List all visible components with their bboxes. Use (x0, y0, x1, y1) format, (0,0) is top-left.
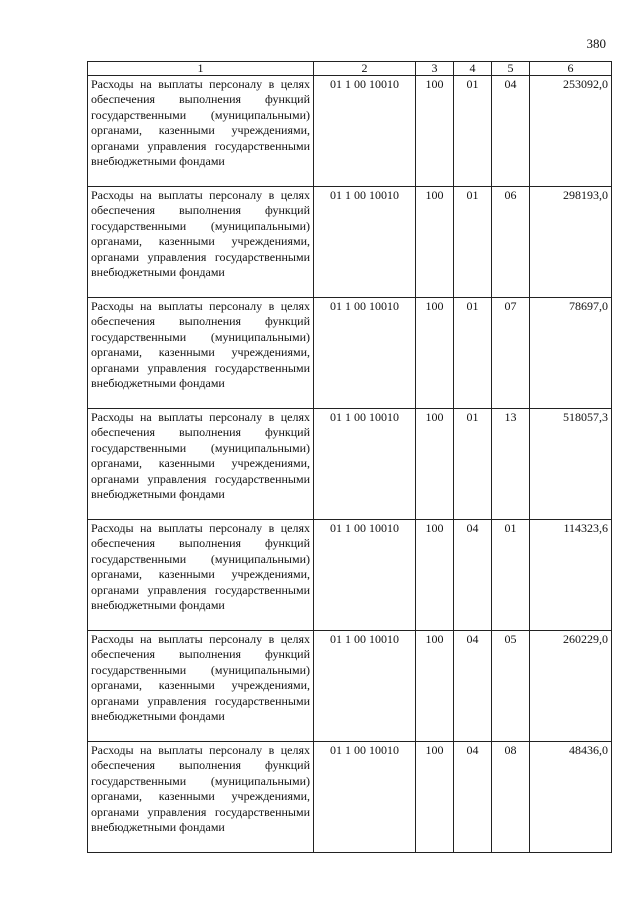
expense-type-cell: 100 (416, 409, 454, 520)
subsection-cell: 04 (492, 76, 530, 187)
expense-type-cell: 100 (416, 742, 454, 853)
table-row (88, 409, 612, 520)
expense-name-cell: Расходы на выплаты персоналу в целях обеспечения выполнения функций государственными (муниципальными) органами, казенными учреждениями, органами управления государственными внебюджетными фондами (88, 409, 314, 520)
amount-cell: 260229,0 (530, 631, 612, 742)
subsection-cell: 13 (492, 409, 530, 520)
section-cell: 04 (454, 631, 492, 742)
table-row (88, 76, 612, 187)
amount-cell: 298193,0 (530, 187, 612, 298)
amount-cell: 78697,0 (530, 298, 612, 409)
expense-name-cell: Расходы на выплаты персоналу в целях обеспечения выполнения функций государственными (муниципальными) органами, казенными учреждениями, органами управления государственными внебюджетными фондами (88, 742, 314, 853)
section-cell: 01 (454, 409, 492, 520)
target-code-cell: 01 1 00 10010 (314, 742, 416, 853)
subsection-cell: 05 (492, 631, 530, 742)
expense-type-cell: 100 (416, 520, 454, 631)
target-code-cell: 01 1 00 10010 (314, 76, 416, 187)
column-header: 4 (454, 62, 492, 76)
expense-type-cell: 100 (416, 76, 454, 187)
subsection-cell: 07 (492, 298, 530, 409)
column-header: 1 (88, 62, 314, 76)
column-header: 6 (530, 62, 612, 76)
column-header: 2 (314, 62, 416, 76)
target-code-cell: 01 1 00 10010 (314, 409, 416, 520)
table-row (88, 298, 612, 409)
section-cell: 01 (454, 298, 492, 409)
column-header: 5 (492, 62, 530, 76)
target-code-cell: 01 1 00 10010 (314, 631, 416, 742)
expense-type-cell: 100 (416, 631, 454, 742)
table-row (88, 742, 612, 853)
table-row (88, 520, 612, 631)
target-code-cell: 01 1 00 10010 (314, 520, 416, 631)
expense-name-cell: Расходы на выплаты персоналу в целях обеспечения выполнения функций государственными (муниципальными) органами, казенными учреждениями, органами управления государственными внебюджетными фондами (88, 631, 314, 742)
page-number: 380 (586, 36, 606, 51)
subsection-cell: 08 (492, 742, 530, 853)
expense-type-cell: 100 (416, 298, 454, 409)
amount-cell: 253092,0 (530, 76, 612, 187)
section-cell: 04 (454, 742, 492, 853)
amount-cell: 48436,0 (530, 742, 612, 853)
table-row (88, 631, 612, 742)
amount-cell: 518057,3 (530, 409, 612, 520)
section-cell: 01 (454, 187, 492, 298)
column-header: 3 (416, 62, 454, 76)
section-cell: 01 (454, 76, 492, 187)
expense-name-cell: Расходы на выплаты персоналу в целях обеспечения выполнения функций государственными (муниципальными) органами, казенными учреждениями, органами управления государственными внебюджетными фондами (88, 187, 314, 298)
subsection-cell: 01 (492, 520, 530, 631)
expense-name-cell: Расходы на выплаты персоналу в целях обеспечения выполнения функций государственными (муниципальными) органами, казенными учреждениями, органами управления государственными внебюджетными фондами (88, 298, 314, 409)
table-header-row (88, 62, 612, 76)
target-code-cell: 01 1 00 10010 (314, 298, 416, 409)
section-cell: 04 (454, 520, 492, 631)
expense-type-cell: 100 (416, 187, 454, 298)
amount-cell: 114323,6 (530, 520, 612, 631)
expense-name-cell: Расходы на выплаты персоналу в целях обеспечения выполнения функций государственными (муниципальными) органами, казенными учреждениями, органами управления государственными внебюджетными фондами (88, 520, 314, 631)
budget-table (87, 61, 612, 853)
table-row (88, 187, 612, 298)
subsection-cell: 06 (492, 187, 530, 298)
target-code-cell: 01 1 00 10010 (314, 187, 416, 298)
expense-name-cell: Расходы на выплаты персоналу в целях обеспечения выполнения функций государственными (муниципальными) органами, казенными учреждениями, органами управления государственными внебюджетными фондами (88, 76, 314, 187)
